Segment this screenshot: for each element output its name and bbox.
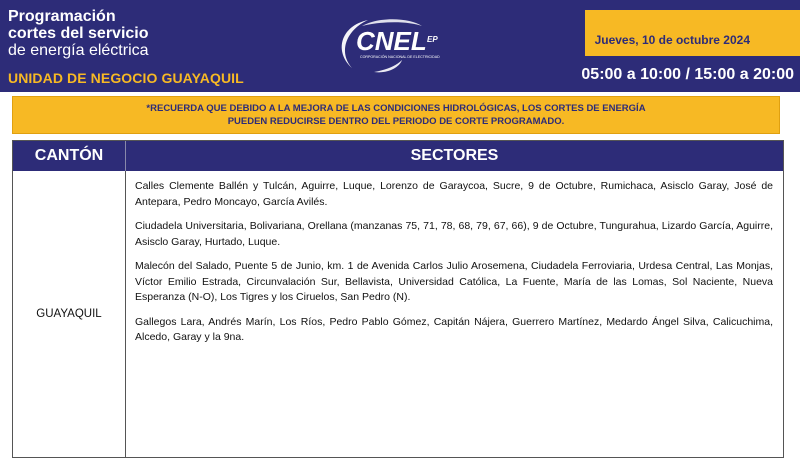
page-title — [8, 8, 178, 59]
date-text: Jueves, 10 de octubre 2024 — [594, 33, 750, 47]
sector-group-4: Gallegos Lara, Andrés Marín, Los Ríos, Pedro Pablo Gómez, Capitán Nájera, Guerrero Martínez, Medardo Ángel Silva, Calicuchima, Alcedo, Garay y la 9na. — [135, 315, 773, 343]
sector-group-3: Malecón del Salado, Puente 5 de Junio, km. 1 de Avenida Carlos Julio Arosemena, Ciudadela Ferroviaria, Urdesa Central, Las Monjas, Víctor Emilio Estrada, Circunvalación Sur, Bellavista, Universidad Católica, La Fuente, María de las Lomas, Sol Naciente, Nueva Esperanza (N-O), Los Tigres y los Ciruelos, San Pedro (N). — [135, 260, 773, 303]
title-line-3: de energía eléctrica — [8, 42, 149, 59]
canton-cell: GUAYAQUIL — [13, 171, 126, 457]
logo-wordmark: CNEL — [356, 26, 427, 56]
business-unit-label: UNIDAD DE NEGOCIO GUAYAQUIL — [8, 70, 244, 86]
column-header-sectores: SECTORES — [410, 147, 499, 164]
header-banner — [0, 0, 800, 92]
notice-banner — [12, 96, 780, 134]
sectors-cell — [126, 171, 783, 457]
sector-group-1: Calles Clemente Ballén y Tulcán, Aguirre, Luque, Lorenzo de Garaycoa, Sucre, 9 de Octubre, Rumichaca, Asisclo Garay, José de Antepara, Pedro Moncayo, García Avilés. — [135, 180, 773, 208]
cnel-logo — [330, 12, 480, 76]
column-header-canton: CANTÓN — [13, 141, 126, 171]
table-header — [13, 141, 783, 171]
outage-hours: 05:00 a 10:00 / 15:00 a 20:00 — [581, 66, 794, 83]
logo-suffix: EP — [427, 35, 438, 44]
sector-group-2: Ciudadela Universitaria, Bolivariana, Orellana (manzanas 75, 71, 78, 68, 79, 67, 66), 9 de Octubre, Tungurahua, Lizardo García, Aguirre, Asisclo Garay, Hurtado, Luque. — [135, 220, 773, 248]
title-line-2: cortes del servicio — [8, 25, 149, 42]
notice-line-1: *RECUERDA QUE DEBIDO A LA MEJORA DE LAS CONDICIONES HIDROLÓGICAS, LOS CORTES DE ENERGÍA — [146, 103, 646, 114]
logo-subtitle: CORPORACIÓN NACIONAL DE ELECTRICIDAD — [360, 55, 440, 59]
outage-table — [12, 140, 784, 458]
date-box — [585, 10, 800, 56]
title-line-1: Programación — [8, 8, 116, 25]
notice-line-2: PUEDEN REDUCIRSE DENTRO DEL PERIODO DE CORTE PROGRAMADO. — [227, 116, 565, 127]
